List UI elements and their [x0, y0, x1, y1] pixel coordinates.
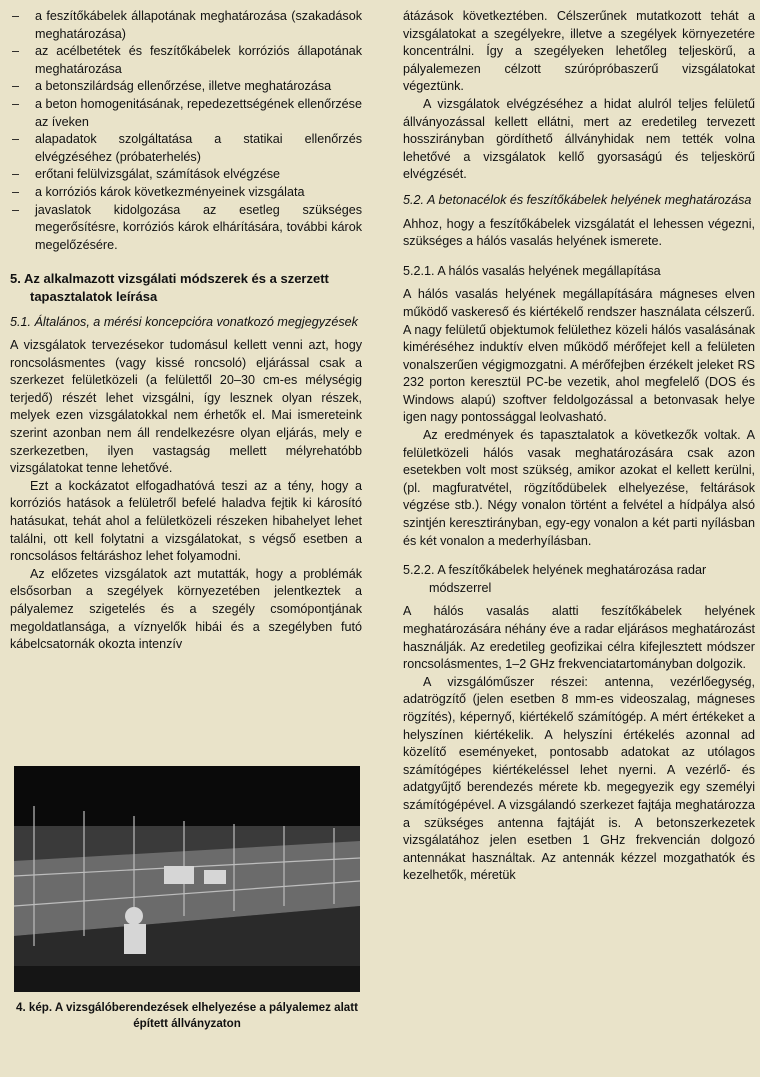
- paragraph: A vizsgálatok elvégzéséhez a hidat alulról teljes felületű állványozással kellett ellátni, mert az eredetileg tervezett hosszirányban gördíthető állványhidak nem tették volna lehetővé a vizsgálatok kellő gyorsaságú és teljeskörű elvégzését.: [403, 96, 755, 182]
- paragraph: Ezt a kockázatot elfogadhatóvá teszi az a tény, hogy a korróziós hatások a felületről befelé haladva fejtik ki károsító hatásukat, tehát ahol a felületközeli részeken hibahelyet lehet találni, ott kell folytatni a vizsgálatokat, s végső esetben a roncsolásos feltáráshoz lehet folyamodni.: [10, 478, 362, 564]
- paragraph: A hálós vasalás alatti feszítőkábelek helyének meghatározására néhány éve a radar eljárásos meghatározást használják. Az eredetileg geofizikai célra kifejlesztett módszer roncsolásmentes, 1–2 GHz frekvenciatartományban dolgozik.: [403, 604, 755, 672]
- photo-illustration: [14, 766, 360, 992]
- paragraph: átázások következtében. Célszerűnek mutatkozott tehát a vizsgálatokat a szegélyekre, illetve a szegélyek környezetére koncentrálni. Így a szegélyeken lehetőleg teljeskörű, a pályalemezen célzott szúrópróbaszerű vizsgálatokat végeztünk.: [403, 9, 755, 94]
- scaffolding-photo: [14, 766, 360, 992]
- figure-caption: 4. kép. A vizsgálóberendezések elhelyezése a pályalemez alatt épített állványzaton: [16, 1001, 358, 1030]
- section-5-heading: 5. Az alkalmazott vizsgálati módszerek és a szerzett tapasztalatok leírása: [10, 271, 329, 304]
- paragraph: Ahhoz, hogy a feszítőkábelek vizsgálatát el lehessen végezni, szükséges a hálós vasalás helyének ismerete.: [403, 216, 755, 249]
- paragraph: A vizsgálóműszer részei: antenna, vezérlőegység, adatrögzítő (jelen esetben 8 mm-es videoszalag, mágneses rögzítés), képernyő, kiértékelő számítógép. A mért értékeket a helyszínen kiértékelik. A helyszíni értékelés azonnal ad közelítő eseményeket, pontosabb adatokat az utólagos számítógépes kiértékeléssel lehet nyerni. A vezérlő- és adatgyűjtő berendezés mérete kb. megegyezik egy személyi számítógépével. A vizsgálandó szerkezet fajtája meghatározza a szükséges antenna fajtáját is. A betonszerkezetek vizsgálatához jelen esetben 1 GHz frekvencián dolgozó antennákat használtak. Az antennák kézzel mozgathatók és kezelhetők, méretük: [403, 674, 755, 883]
- right-column: [403, 8, 755, 885]
- paragraph: A hálós vasalás helyének megállapítására mágneses elven működő vaskereső és kiértékelő rendszer használata célszerű. A nagy felületű objektumok felülethez közeli hálós vasalásának kiméréséhez induktív elven működő mérőfejet kell a felületen vonalszerűen végigmozgatni. A mérőfejben érzékelt jeleket RS 232 porton keresztül PC-be vezetik, ahol megfelelő (DOS és Windows alapú) szoftver feldolgozással a betonvasak helye igen nagy pontossággal leolvasható.: [403, 287, 755, 425]
- section-5-2-2-heading: 5.2.2. A feszítőkábelek helyének meghatározása radar módszerrel: [403, 563, 707, 595]
- paragraph: Az előzetes vizsgálatok azt mutatták, hogy a problémák elsősorban a szegélyek környezetében jelentkeztek a pályalemez szigetelés és a szegély csomópontjának megoldatlansága, a víznyelők hibái és a szegélyben futó kábelcsatornák okozta intenzív: [10, 566, 362, 652]
- paragraph: Az eredmények és tapasztalatok a következők voltak. A felületközeli hálós vasak meghatározására csak azon esetekben volt most szükség, amikor azokat el kellett kerülni, (pl. magfuratvétel, rögzítődübelek elhelyezése, feltárások végzése stb.). Négy vonalon történt a felvétel a hídpálya alsó szintjén keresztirányban, egy-egy vonalon a két parti nyílásban és két vonalon a mederhyílásban.: [403, 428, 755, 548]
- list-item: – a beton homogenitásának, repedezettségének ellenőrzése az íveken: [10, 96, 362, 131]
- list-item: – a betonszilárdság ellenőrzése, illetve meghatározása: [10, 78, 362, 96]
- section-5-1-heading: 5.1. Általános, a mérési koncepcióra vonatkozó megjegyzések: [10, 314, 358, 329]
- list-item: – az acélbetétek és feszítőkábelek korróziós állapotának meghatározása: [10, 43, 362, 78]
- section-5-2-heading: 5.2. A betonacélok és feszítőkábelek helyének meghatározása: [403, 192, 752, 207]
- list-item: – alapadatok szolgáltatása a statikai ellenőrzés elvégzéséhez (próbaterhelés): [10, 131, 362, 166]
- objectives-list: [10, 8, 362, 254]
- section-5-2-1-heading: 5.2.1. A hálós vasalás helyének megállapítása: [403, 263, 661, 278]
- list-item: – erőtani felülvizsgálat, számítások elvégzése: [10, 166, 362, 184]
- paragraph: A vizsgálatok tervezésekor tudomásul kellett venni azt, hogy roncsolásmentes (vagy kissé roncsoló) eljárással csak a szerkezet felületközeli (a felülettől 20–30 cm-es mélységig terjedő) részét lehet vizsgálni, így lesznek olyan részek, melyek ezen vizsgálatokkal nem érhetők el. Mai ismereteink szerint azonban nem áll rendelkezésre olyan eljárás, mely e szerkezetben, ilyen vastagság mellett mélyrehatóbb vizsgálatokat tenne lehetővé.: [10, 338, 362, 476]
- list-item: – a korróziós károk következményeinek vizsgálata: [10, 184, 362, 202]
- left-column: [10, 8, 362, 654]
- list-item: – a feszítőkábelek állapotának meghatározása (szakadások meghatározása): [10, 8, 362, 43]
- list-item: – javaslatok kidolgozása az esetleg szükséges megerősítésre, korróziós károk elhárítására, további károk megelőzésére.: [10, 202, 362, 255]
